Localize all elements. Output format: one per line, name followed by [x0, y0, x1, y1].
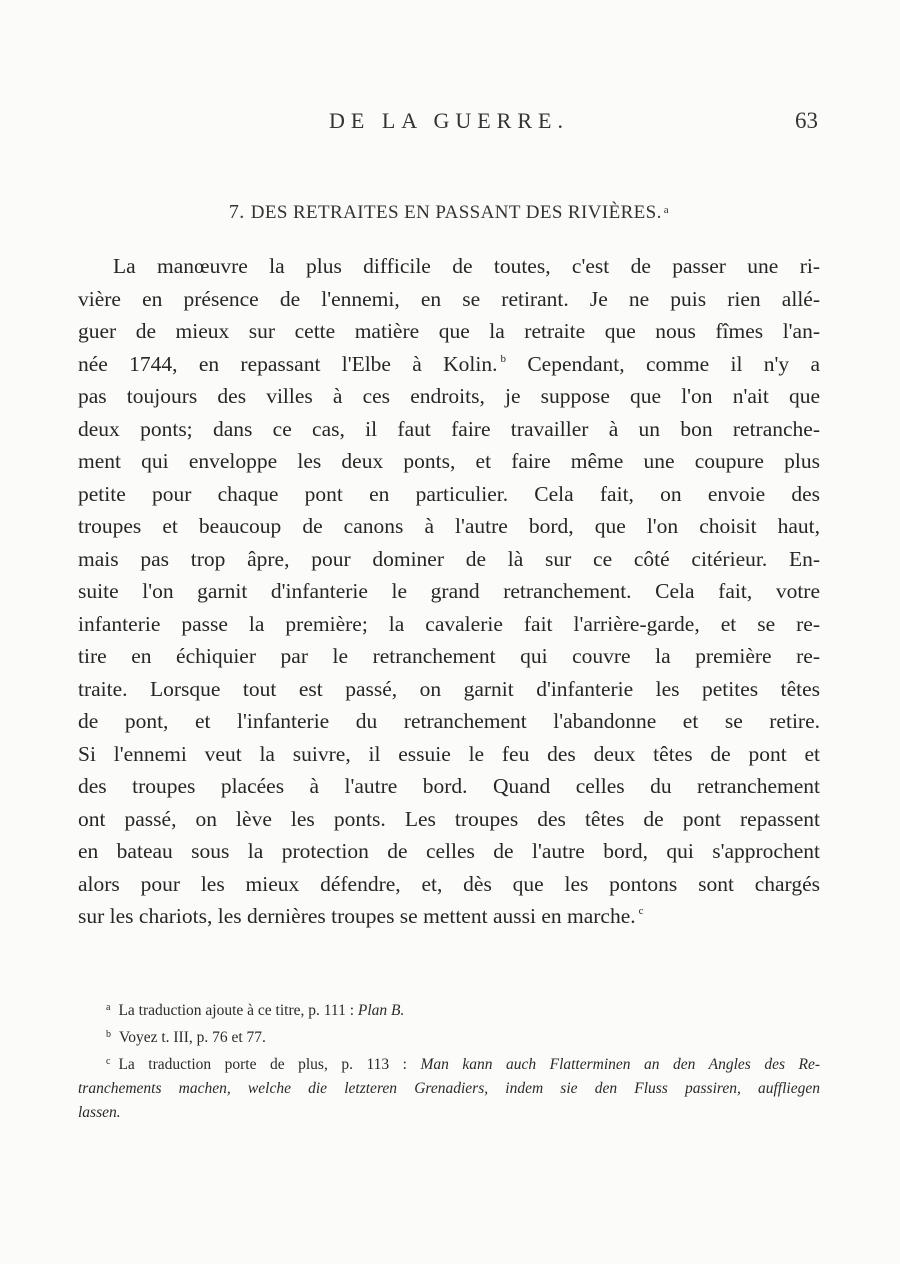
body-text: [78, 250, 820, 933]
footnote-mark: b: [106, 1029, 111, 1040]
body-line: [78, 348, 820, 381]
footnote-text: La traduction ajoute à ce titre, p. 111 :: [118, 1002, 358, 1019]
section-note-mark: a: [663, 204, 670, 216]
footnote-italic: lassen.: [78, 1104, 121, 1121]
footnote-mark: c: [106, 1056, 111, 1067]
footnote-mark: a: [106, 1002, 111, 1013]
footnote-a: [78, 996, 820, 1023]
body-line: alors pour les mieux défendre, et, dès que les pontons sont chargés: [78, 871, 820, 896]
body-line-part: sur les chariots, les dernières troupes se mettent aussi en marche.: [78, 904, 636, 928]
running-title: DE LA GUERRE.: [329, 108, 569, 133]
body-line: vière en présence de l'ennemi, en se retirant. Je ne puis rien allé-: [78, 286, 820, 311]
body-line: des troupes placées à l'autre bord. Quand celles du retranchement: [78, 774, 820, 798]
footnote-c-continued: [78, 1077, 820, 1101]
footnote-italic: Plan B.: [357, 1002, 405, 1019]
body-line: infanterie passe la première; la cavalerie fait l'arrière-garde, et se re-: [78, 611, 820, 636]
footnote-c: [78, 1050, 820, 1077]
body-line: de pont, et l'infanterie du retranchement l'abandonne et se retire.: [78, 709, 820, 733]
section-title: DES RETRAITES EN PASSANT DES RIVIÈRES.: [250, 202, 662, 223]
footnote-ref-b: b: [500, 352, 506, 365]
footnotes: [78, 996, 820, 1125]
body-line: petite pour chaque pont en particulier. Cela fait, on envoie des: [78, 481, 820, 506]
body-line-part: Cependant, comme il n'y a: [527, 351, 821, 376]
body-line-part: née 1744, en repassant l'Elbe à Kolin.: [78, 351, 498, 376]
body-line: suite l'on garnit d'infanterie le grand retranchement. Cela fait, votre: [78, 579, 820, 603]
body-line: guer de mieux sur cette matière que la retraite que nous fîmes l'an-: [78, 319, 820, 343]
body-line: tire en échiquier par le retranchement qui couvre la première re-: [78, 644, 820, 668]
body-line: [78, 900, 820, 933]
footnote-italic: Man kann auch Flatterminen an den Angles des Re-: [420, 1056, 820, 1073]
section-number: 7.: [228, 201, 245, 223]
body-line: en bateau sous la protection de celles de l'autre bord, qui s'approchent: [78, 839, 820, 863]
section-heading: [78, 201, 820, 224]
footnote-text: La traduction porte de plus, p. 113 :: [118, 1056, 421, 1073]
footnote-italic: tranchements machen, welche die letzteren Grenadiers, indem sie den Fluss passiren, auffliegen: [78, 1080, 820, 1097]
running-head: [78, 108, 820, 140]
body-line: ont passé, on lève les ponts. Les troupes des têtes de pont repassent: [78, 806, 820, 831]
page-number: 63: [795, 108, 818, 133]
body-line: troupes et beaucoup de canons à l'autre bord, que l'on choisit haut,: [78, 514, 820, 538]
body-line: ment qui enveloppe les deux ponts, et faire même une coupure plus: [78, 449, 820, 473]
footnote-text: Voyez t. III, p. 76 et 77.: [119, 1029, 266, 1046]
body-line: deux ponts; dans ce cas, il faut faire travailler à un bon retranche-: [78, 416, 820, 441]
body-line: traite. Lorsque tout est passé, on garnit d'infanterie les petites têtes: [78, 676, 820, 701]
footnote-c-continued: [78, 1101, 820, 1125]
body-line: mais pas trop âpre, pour dominer de là sur ce côté citérieur. En-: [78, 546, 820, 571]
body-line: Si l'ennemi veut la suivre, il essuie le feu des deux têtes de pont et: [78, 741, 820, 766]
body-line: La manœuvre la plus difficile de toutes, c'est de passer une ri-: [113, 254, 820, 278]
footnote-ref-c: c: [638, 905, 644, 917]
footnote-b: [78, 1023, 820, 1050]
body-line: pas toujours des villes à ces endroits, je suppose que l'on n'ait que: [78, 384, 820, 408]
